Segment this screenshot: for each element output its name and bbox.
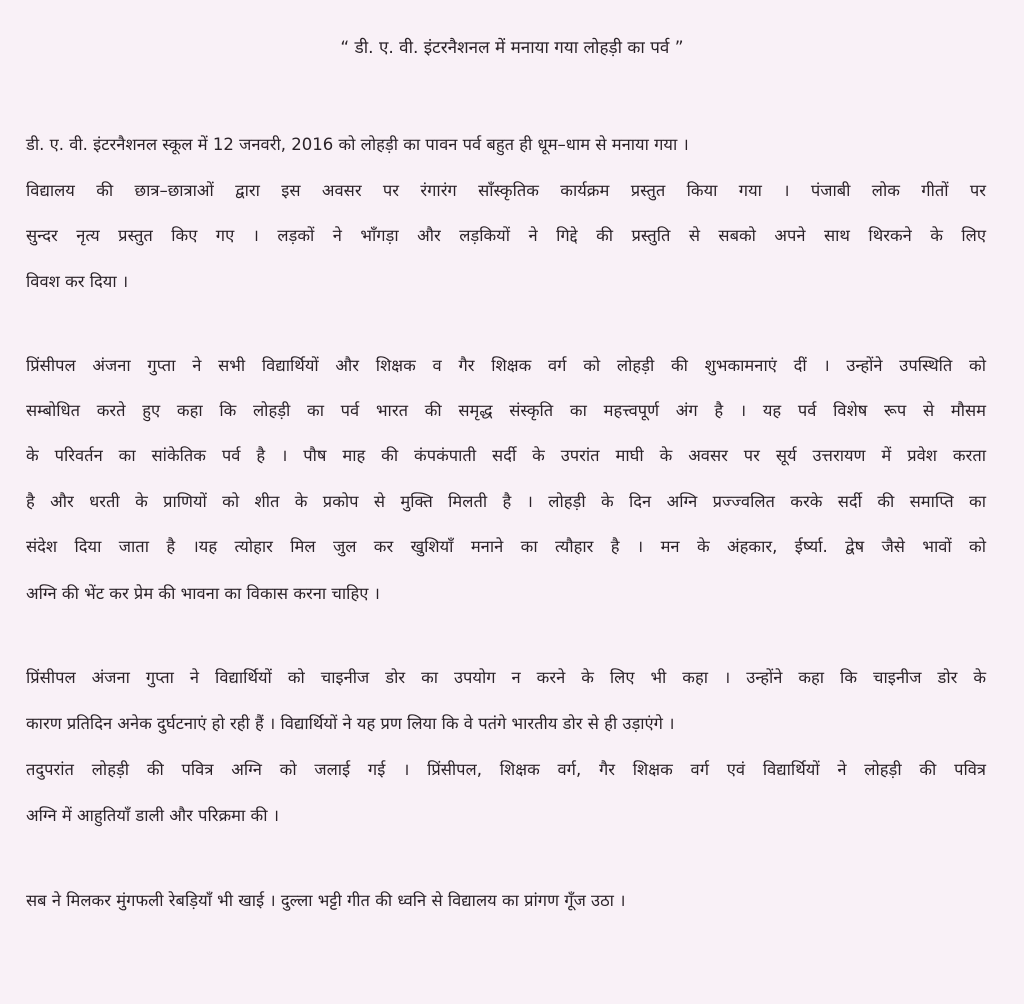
paragraph-2-line-3: के परिवर्तन का सांकेतिक पर्व है । पौष माह की कंपकंपाती सर्दी के उपरांत माघी के अवसर पर सूर्य उत्तरायण में प्रवेश करता — [26, 446, 986, 465]
paragraph-2-line-5: संदेश दिया जाता है ।यह त्योहार मिल जुल कर खुशियाँ मनाने का त्यौहार है । मन के अंहकार, ईर्ष्या. द्वेष जैसे भावों को — [26, 537, 986, 556]
paragraph-2-line-6: अग्नि की भेंट कर प्रेम की भावना का विकास करना चाहिए । — [26, 584, 380, 603]
document-title: “ डी. ए. वी. इंटरनैशनल में मनाया गया लोहड़ी का पर्व ” — [340, 38, 684, 58]
paragraph-2-line-1: प्रिंसीपल अंजना गुप्ता ने सभी विद्यार्थियों और शिक्षक व गैर शिक्षक वर्ग को लोहड़ी की शुभकामनाएं दीं । उन्होंने उपस्थिति को — [26, 356, 986, 375]
paragraph-1-line-4: विवश कर दिया । — [26, 272, 129, 291]
paragraph-4-line-1: सब ने मिलकर मुंगफली रेबड़ियाँ भी खाई । दुल्ला भट्टी गीत की ध्वनि से विद्यालय का प्रांगण गूँज उठा । — [26, 891, 626, 910]
paragraph-3-line-4: अग्नि में आहुतियाँ डाली और परिक्रमा की । — [26, 806, 279, 825]
paragraph-1-line-1: डी. ए. वी. इंटरनैशनल स्कूल में 12 जनवरी, 2016 को लोहड़ी का पावन पर्व बहुत ही धूम–धाम से मनाया गया । — [26, 135, 689, 154]
paragraph-3-line-1: प्रिंसीपल अंजना गुप्ता ने विद्यार्थियों को चाइनीज डोर का उपयोग न करने के लिए भी कहा । उन्होंने कहा कि चाइनीज डोर के — [26, 668, 986, 687]
paragraph-2-line-2: सम्बोधित करते हुए कहा कि लोहड़ी का पर्व भारत की समृद्ध संस्कृति का महत्त्वपूर्ण अंग है । यह पर्व विशेष रूप से मौसम — [26, 401, 986, 420]
paragraph-2-line-4: है और धरती के प्राणियों को शीत के प्रकोप से मुक्ति मिलती है । लोहड़ी के दिन अग्नि प्रज्ज्वलित करके सर्दी की समाप्ति का — [26, 492, 986, 511]
paragraph-3-line-3: तदुपरांत लोहड़ी की पवित्र अग्नि को जलाई गई । प्रिंसीपल, शिक्षक वर्ग, गैर शिक्षक वर्ग एवं विद्यार्थियों ने लोहड़ी की पवित्र — [26, 760, 986, 779]
paragraph-1-line-2: विद्यालय की छात्र–छात्राओं द्वारा इस अवसर पर रंगारंग साँस्कृतिक कार्यक्रम प्रस्तुत किया गया । पंजाबी लोक गीतों पर — [26, 181, 986, 200]
paragraph-1-line-3: सुन्दर नृत्य प्रस्तुत किए गए । लड़कों ने भाँगड़ा और लड़कियों ने गिद्दे की प्रस्तुति से सबको अपने साथ थिरकने के लिए — [26, 226, 986, 245]
paragraph-3-line-2: कारण प्रतिदिन अनेक दुर्घटनाएं हो रही हैं । विद्यार्थियों ने यह प्रण लिया कि वे पतंगे भारतीय डोर से ही उड़ाएंगे । — [26, 714, 675, 733]
